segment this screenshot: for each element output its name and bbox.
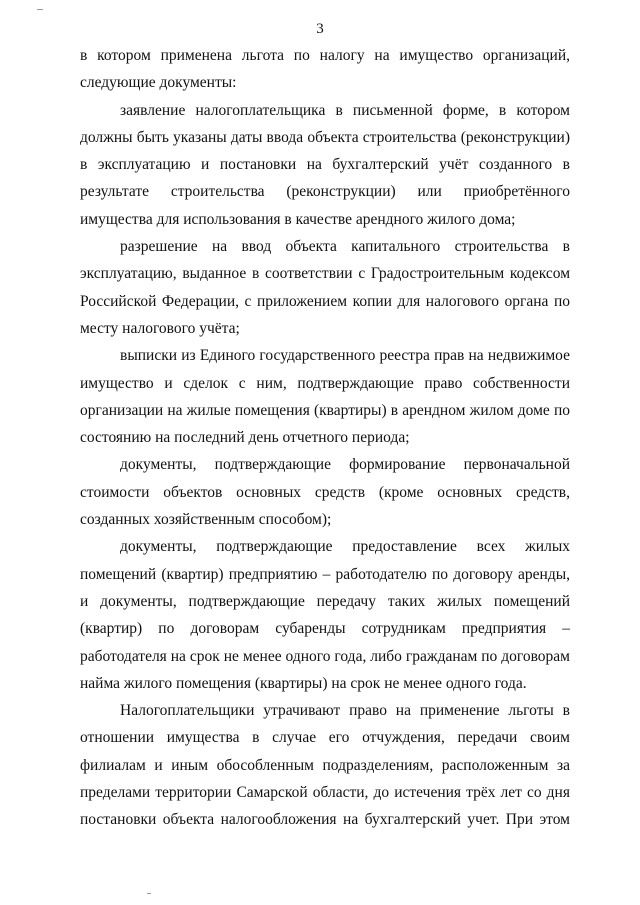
paragraph-initial-cost-documents: документы, подтверждающие формирование первоначальной стоимости объектов основных средств (кроме основных средств, созданных хозяйственным способом); <box>80 456 570 529</box>
paragraph-construction-permit: разрешение на ввод объекта капитального строительства в эксплуатацию, выданное в соответствии с Градостроительным кодексом Российской Федерации, с приложением копии для налогового органа по месту налогового учёта; <box>80 238 570 337</box>
document-body <box>80 42 570 834</box>
paragraph-registry-extracts: выписки из Единого государственного реестра прав на недвижимое имущество и сделок с ним, подтверждающие право собственности организации на жилые помещения (квартиры) в арендном жилом доме по состоянию на последний день отчетного периода; <box>80 347 570 447</box>
paragraph-loss-of-benefit: Налогоплательщики утрачивают право на применение льготы в отношении имущества в случае его отчуждения, передачи своим филиалам и иным обособленным подразделениям, расположенным за пределами территории Самарской области, до истечения трёх лет со дня постановки объекта налогообложения на бухгалтерский учет. При этом <box>80 702 570 829</box>
scan-mark-bottom <box>147 893 151 894</box>
scan-mark-top-left <box>37 9 43 10</box>
paragraph-lease-documents: документы, подтверждающие предоставление всех жилых помещений (квартир) предприятию – работодателю по договору аренды, и документы, подтверждающие передачу таких жилых помещений (квартир) по договорам субаренды сотрудникам предприятия – работодателя на срок не менее одного года, либо гражданам по договорам найма жилого помещения (квартиры) на срок не менее одного года. <box>80 538 570 692</box>
page-number: 3 <box>316 21 324 37</box>
paragraph-application-statement: заявление налогоплательщика в письменной форме, в котором должны быть указаны даты ввода объекта строительства (реконструкции) в эксплуатацию и постановки на бухгалтерский учёт созданного в результате строительства (реконструкции) или приобретённого имущества для использования в качестве арендного жилого дома; <box>80 101 570 228</box>
paragraph-documents-intro: в котором применена льгота по налогу на имущество организаций, следующие документы: <box>80 47 570 92</box>
